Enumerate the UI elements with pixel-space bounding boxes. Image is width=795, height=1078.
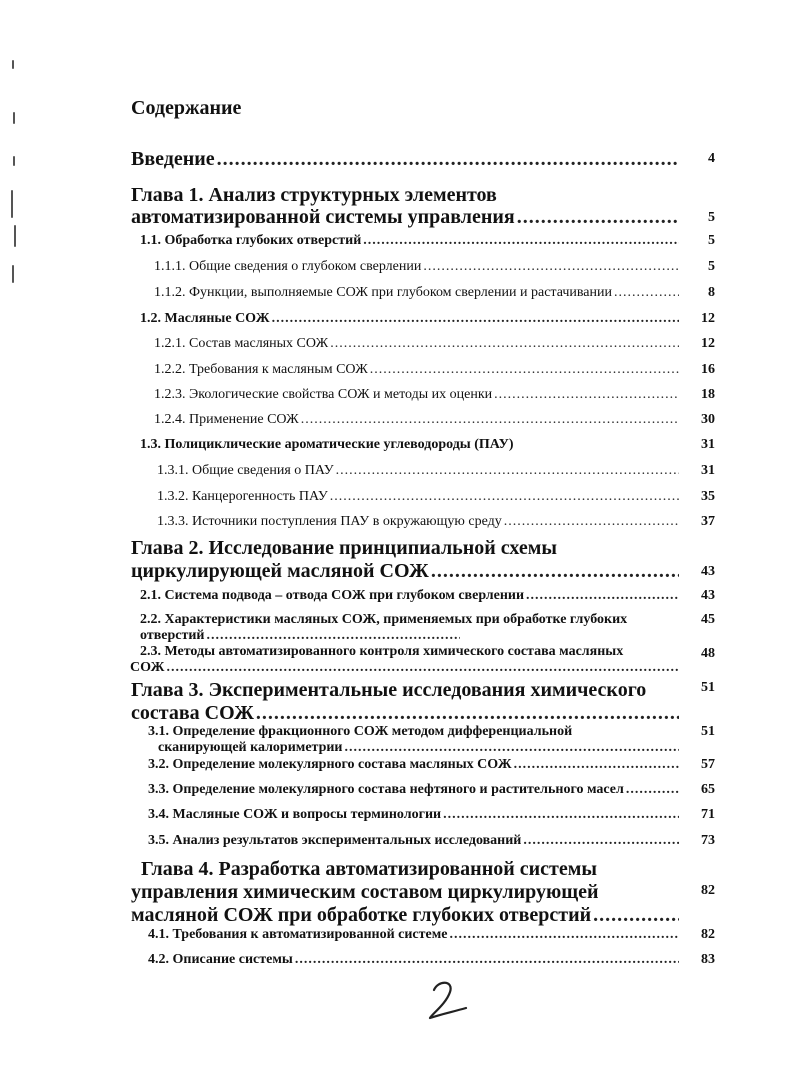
toc-entry-subsection-1-2-3[interactable] (154, 387, 679, 403)
leader-dots (443, 807, 679, 823)
toc-entry-section-4-1[interactable] (148, 927, 679, 943)
leader-dots (345, 740, 679, 756)
leader-dots (330, 489, 679, 505)
toc-entry-page: 83 (701, 952, 715, 967)
leader-dots (523, 833, 679, 849)
leader-dots (626, 782, 679, 798)
toc-entry-text: Введение (131, 148, 215, 170)
toc-entry-page: 37 (701, 514, 715, 529)
toc-entry-text: циркулирующей масляной СОЖ (131, 560, 429, 582)
toc-entry-chapter-1-line1[interactable]: Глава 1. Анализ структурных элементов (131, 184, 497, 206)
toc-entry-section-2-3-line1[interactable]: 2.3. Методы автоматизированного контроля химического состава масляных (140, 644, 624, 659)
leader-dots (295, 952, 679, 968)
toc-entry-text: 3.5. Анализ результатов экспериментальных исследований (148, 833, 522, 848)
leader-dots (593, 904, 679, 927)
toc-entry-section-1-1[interactable] (140, 233, 679, 249)
toc-entry-text: автоматизированной системы управления (131, 206, 515, 228)
toc-entry-page: 45 (701, 612, 715, 627)
toc-entry-page: 48 (701, 646, 715, 661)
leader-dots (614, 285, 679, 301)
toc-entry-page: 65 (701, 782, 715, 797)
toc-entry-chapter-2[interactable] (131, 560, 679, 583)
toc-entry-text: масляной СОЖ при обработке глубоких отверстий (131, 904, 592, 926)
toc-entry-chapter-4-line2[interactable]: управления химическим составом циркулирующей (131, 881, 599, 903)
toc-entry-text: 2.1. Система подвода – отвода СОЖ при глубоком сверлении (140, 588, 525, 603)
toc-entry-subsection-1-2-1[interactable] (154, 336, 679, 352)
toc-entry-page: 4 (708, 151, 715, 166)
toc-entry-text: СОЖ (130, 660, 165, 675)
toc-entry-chapter-1[interactable] (131, 206, 679, 229)
toc-entry-subsection-1-3-2[interactable] (157, 489, 679, 505)
toc-entry-chapter-3-line1[interactable]: Глава 3. Экспериментальные исследования химического (131, 679, 647, 701)
leader-dots (431, 560, 679, 583)
toc-entry-introduction[interactable] (131, 148, 679, 171)
leader-dots (330, 336, 679, 352)
leader-dots (167, 660, 680, 676)
toc-entry-subsection-1-1-2[interactable] (154, 285, 679, 301)
toc-entry-page: 73 (701, 833, 715, 848)
toc-entry-text: 4.2. Описание системы (148, 952, 293, 967)
leader-dots (526, 588, 679, 604)
toc-entry-section-3-4[interactable] (148, 807, 679, 823)
toc-entry-page: 5 (708, 210, 715, 225)
toc-entry-text: 1.2.4. Применение СОЖ (154, 412, 299, 427)
toc-entry-section-4-2[interactable] (148, 952, 679, 968)
toc-entry-subsection-1-3-1[interactable] (157, 463, 679, 479)
leader-dots (517, 206, 679, 229)
toc-entry-section-3-5[interactable] (148, 833, 679, 849)
toc-entry-page: 51 (701, 724, 715, 739)
toc-entry-page: 31 (701, 437, 715, 452)
toc-entry-text: 1.1.2. Функции, выполняемые СОЖ при глубоком сверлении и растачивании (154, 285, 612, 300)
leader-dots (514, 757, 679, 773)
toc-entry-chapter-2-line1[interactable]: Глава 2. Исследование принципиальной схемы (131, 537, 558, 559)
toc-entry-page: 82 (701, 883, 715, 898)
toc-entry-text: 1.2.3. Экологические свойства СОЖ и методы их оценки (154, 387, 493, 402)
leader-dots (450, 927, 680, 943)
toc-entry-page: 43 (701, 588, 715, 603)
toc-entry-text: 1.3.2. Канцерогенность ПАУ (157, 489, 328, 504)
toc-entry-page: 51 (701, 680, 715, 695)
toc-entry-section-3-1[interactable] (158, 740, 679, 756)
toc-entry-chapter-4-line1[interactable]: Глава 4. Разработка автоматизированной системы (141, 858, 597, 880)
toc-entry-text: 1.2.1. Состав масляных СОЖ (154, 336, 329, 351)
toc-entry-text: 1.3.3. Источники поступления ПАУ в окружающую среду (157, 514, 502, 529)
toc-entry-page: 43 (701, 564, 715, 579)
handwritten-page-number (420, 978, 480, 1023)
toc-entry-text: 1.2. Масляные СОЖ (140, 311, 270, 326)
toc-entry-page: 18 (701, 387, 715, 402)
scan-margin-marks (8, 60, 20, 300)
toc-entry-text: отверстий (140, 628, 205, 643)
toc-entry-text: 3.4. Масляные СОЖ и вопросы терминологии (148, 807, 442, 822)
toc-entry-section-2-2[interactable] (140, 628, 460, 644)
leader-dots (272, 311, 679, 327)
toc-entry-section-1-3[interactable]: 1.3. Полициклические ароматические углеводороды (ПАУ) (140, 437, 514, 452)
toc-entry-text: 4.1. Требования к автоматизированной системе (148, 927, 448, 942)
leader-dots (206, 628, 460, 644)
toc-entry-page: 35 (701, 489, 715, 504)
toc-entry-page: 5 (708, 233, 715, 248)
toc-entry-section-2-2-line1[interactable]: 2.2. Характеристики масляных СОЖ, применяемых при обработке глубоких (140, 612, 628, 627)
toc-entry-section-3-3[interactable] (148, 782, 679, 798)
leader-dots (336, 463, 679, 479)
toc-entry-text: состава СОЖ (131, 702, 254, 724)
toc-entry-text: 1.1.1. Общие сведения о глубоком сверлении (154, 259, 422, 274)
leader-dots (423, 259, 679, 275)
toc-entry-page: 5 (708, 259, 715, 274)
leader-dots (363, 233, 679, 249)
toc-entry-section-2-1[interactable] (140, 588, 679, 604)
leader-dots (370, 362, 679, 378)
toc-entry-page: 31 (701, 463, 715, 478)
toc-entry-section-2-3[interactable] (130, 660, 679, 676)
leader-dots (256, 702, 679, 725)
toc-entry-text: 1.1. Обработка глубоких отверстий (140, 233, 362, 248)
page-title: Содержание (131, 97, 242, 119)
leader-dots (504, 514, 679, 530)
toc-entry-subsection-1-3-3[interactable] (157, 514, 679, 530)
toc-entry-page: 8 (708, 285, 715, 300)
toc-entry-subsection-1-2-4[interactable] (154, 412, 679, 428)
toc-entry-page: 71 (701, 807, 715, 822)
toc-entry-page: 30 (701, 412, 715, 427)
toc-entry-text: сканирующей калориметрии (158, 740, 343, 755)
leader-dots (301, 412, 679, 428)
toc-entry-page: 57 (701, 757, 715, 772)
toc-entry-text: 3.2. Определение молекулярного состава масляных СОЖ (148, 757, 512, 772)
toc-entry-page: 16 (701, 362, 715, 377)
toc-entry-text: 3.3. Определение молекулярного состава нефтяного и растительного масел (148, 782, 624, 797)
leader-dots (494, 387, 679, 403)
leader-dots (217, 148, 679, 171)
toc-entry-section-3-1-line1[interactable]: 3.1. Определение фракционного СОЖ методом дифференциальной (148, 724, 573, 739)
toc-entry-chapter-4[interactable] (131, 904, 679, 927)
toc-entry-text: 1.2.2. Требования к масляным СОЖ (154, 362, 368, 377)
toc-entry-subsection-1-1-1[interactable] (154, 259, 679, 275)
toc-entry-page: 12 (701, 336, 715, 351)
toc-entry-text: 1.3.1. Общие сведения о ПАУ (157, 463, 334, 478)
toc-entry-page: 12 (701, 311, 715, 326)
toc-entry-page: 82 (701, 927, 715, 942)
toc-entry-subsection-1-2-2[interactable] (154, 362, 679, 378)
toc-entry-section-3-2[interactable] (148, 757, 679, 773)
toc-entry-section-1-2[interactable] (140, 311, 679, 327)
toc-entry-chapter-3[interactable] (131, 702, 679, 725)
